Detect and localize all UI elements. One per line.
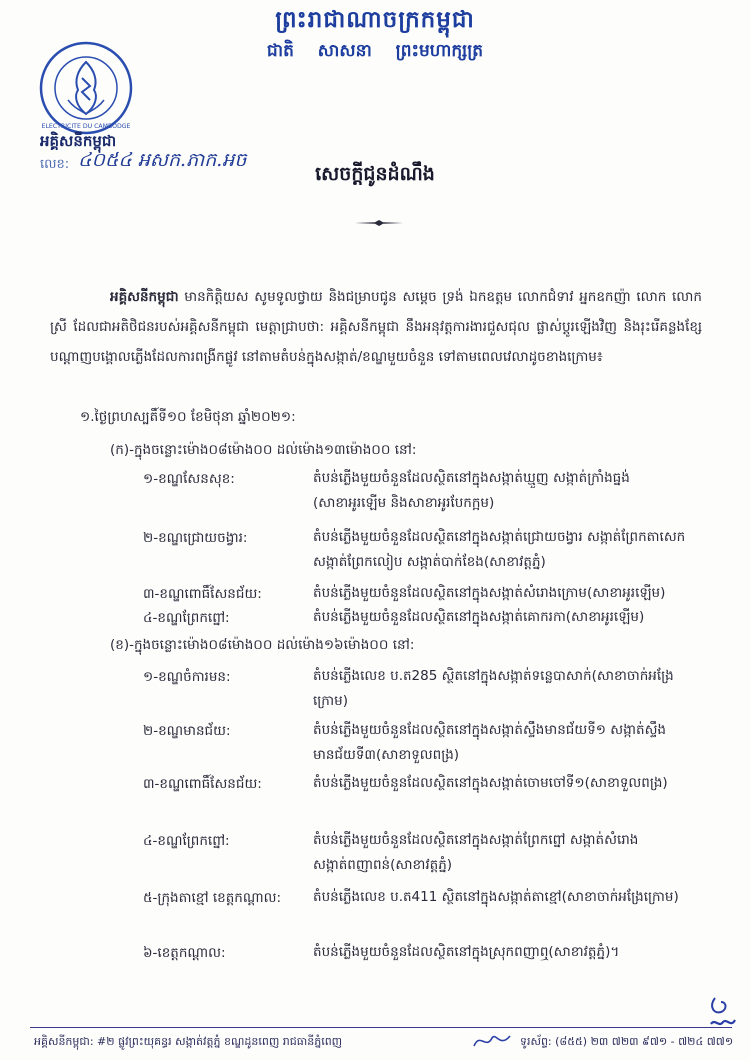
logo-text: ELECTRICITE DU CAMBODGE	[41, 123, 131, 130]
title-ornament	[355, 218, 403, 228]
signature-scribble	[470, 1030, 514, 1052]
group-a-item-4-label: ៤-ខណ្ឌព្រែកព្នៅ:	[143, 610, 230, 626]
ref-label: លេខ:	[40, 157, 70, 172]
kingdom-title: ព្រះរាជាណាចក្រកម្ពុជា	[275, 7, 475, 33]
group-b-item-1-desc: តំបន់ភ្លើងលេខ ប.ត285 ស្ថិតនៅក្នុងសង្កាត់ទន្លេបាសាក់(សាខាចាក់អង្រែក្រោម)	[313, 668, 674, 709]
group-b-item-4-desc: តំបន់ភ្លើងមួយចំនួនដែលស្ថិតនៅក្នុងសង្កាត់ព្រែកព្នៅ សង្កាត់សំរោង សង្កាត់ពញាពន់(សាខាវត្តភ្នំ)	[313, 832, 639, 873]
org-name: អគ្គិសនីកម្ពុជា	[40, 132, 117, 150]
group-b-item-5-label: ៥-ក្រុងតាខ្មៅ ខេត្តកណ្តាល:	[143, 890, 282, 906]
document-title: សេចក្តីជូនដំណឹង	[315, 163, 435, 185]
group-b-item-5-desc: តំបន់ភ្លើងលេខ ប.ត411 ស្ថិតនៅក្នុងសង្កាត់តាខ្មៅ(សាខាចាក់អង្រែក្រោម)	[313, 889, 679, 905]
group-a-item-3-desc: តំបន់ភ្លើងមួយចំនួនដែលស្ថិតនៅក្នុងសង្កាត់សំរោងក្រោម(សាខាអូរឡើម)	[313, 585, 666, 601]
group-b-item-2-label: ២-ខណ្ឌមានជ័យ:	[143, 723, 231, 739]
intro-lead: អគ្គិសនីកម្ពុជា	[110, 289, 179, 305]
footer-address: អគ្គិសនីកម្ពុជា: #២ ផ្លូវព្រះយុគន្ធរ សង្កាត់វត្តភ្នំ ខណ្ឌដូនពេញ រាជធានីភ្នំពេញ	[34, 1035, 343, 1048]
intro-text: មានកិត្តិយស សូមទូលថ្វាយ និងជម្រាបជូន សម្តេច ទ្រង់ ឯកឧត្តម លោកជំទាវ អ្នកឧកញ៉ា លោក លោកស្រី ដែលជាអតិថិជនរបស់អគ្គិសនីកម្ពុជា មេត្តាជ្រាបថា: អគ្គិសនីកម្ពុជា នឹងអនុវត្តការងារជួសជុល ផ្លាស់ប្តូរឡើងវិញ និងរុះរើគន្លងខ្សែបណ្តាញបង្គោលភ្លើងដែលការពង្រីកផ្លូវ នៅតាមតំបន់ក្នុងសង្កាត់/ខណ្ឌមួយចំនួន ទៅតាមពេលវេលាដូចខាងក្រោម៖	[50, 289, 702, 365]
group-a-heading: (ក)-ក្នុងចន្លោះម៉ោង០៨ម៉ោង០០ ដល់ម៉ោង១៣ម៉ោង០០ នៅ:	[110, 442, 417, 458]
ref-number: ៤០៥៤ អសក.ភាក.អច	[78, 149, 247, 171]
national-motto: ជាតិ សាសនា ព្រះមហាក្សត្រ	[266, 41, 484, 61]
group-b-item-4-label: ៤-ខណ្ឌព្រែកព្នៅ:	[143, 833, 230, 849]
group-b-item-2-desc: តំបន់ភ្លើងមួយចំនួនដែលស្ថិតនៅក្នុងសង្កាត់ស្ទឹងមានជ័យទី១ សង្កាត់ស្ទឹងមានជ័យទី៣(សាខាទួលពង្រ)	[313, 722, 666, 763]
group-a-item-2-label: ២-ខណ្ឌជ្រោយចង្វារ:	[143, 530, 248, 546]
footer-divider	[30, 1027, 732, 1028]
edc-logo	[38, 40, 134, 136]
footer-phone: ទូរស័ព្ទ: (៨៥៥) ២៣ ៧២៣ ៩៧១ - ៧២៤ ៧៧១	[520, 1035, 734, 1048]
group-a-item-4-desc: តំបន់ភ្លើងមួយចំនួនដែលស្ថិតនៅក្នុងសង្កាត់គោករកា(សាខាអូរឡើម)	[313, 609, 645, 625]
group-b-item-1-label: ១-ខណ្ឌចំការមន:	[143, 669, 231, 685]
group-b-item-6-label: ៦-ខេត្តកណ្តាល:	[143, 945, 226, 961]
date-heading: ១.ថ្ងៃព្រហស្បតិ៍ទី១០ ខែមិថុនា ឆ្នាំ២០២១:	[80, 409, 296, 425]
group-b-item-3-label: ៣-ខណ្ឌពោធិ៍សែនជ័យ:	[143, 776, 262, 792]
group-b-item-6-desc: តំបន់ភ្លើងមួយចំនួនដែលស្ថិតនៅក្នុងស្រុកពញាឮ(សាខាវត្តភ្នំ)។	[313, 944, 620, 960]
group-a-item-1-label: ១-ខណ្ឌសែនសុខ:	[143, 471, 235, 487]
group-b-item-3-desc: តំបន់ភ្លើងមួយចំនួនដែលស្ថិតនៅក្នុងសង្កាត់ចោមចៅទី១(សាខាទួលពង្រ)	[313, 775, 668, 791]
group-a-item-1-desc: តំបន់ភ្លើងមួយចំនួនដែលស្ថិតនៅក្នុងសង្កាត់ឃ្មួញ សង្កាត់ក្រាំងធ្នង់ (សាខាអូរឡើម និងសាខាអូរបែកក្អម)	[313, 470, 630, 511]
group-b-heading: (ខ)-ក្នុងចន្លោះម៉ោង០៨ម៉ោង០០ ដល់ម៉ោង១៦ម៉ោង០០ នៅ:	[110, 637, 415, 653]
group-a-item-3-label: ៣-ខណ្ឌពោធិ៍សែនជ័យ:	[143, 586, 262, 602]
group-a-item-2-desc: តំបន់ភ្លើងមួយចំនួនដែលស្ថិតនៅក្នុងសង្កាត់ជ្រោយចង្វារ សង្កាត់ព្រែកតាសេក សង្កាត់ព្រែកលៀប សង្កាត់បាក់ខែង(សាខាវត្តភ្នំ)	[313, 529, 686, 570]
handwritten-initials	[705, 992, 741, 1036]
intro-paragraph	[50, 282, 702, 372]
